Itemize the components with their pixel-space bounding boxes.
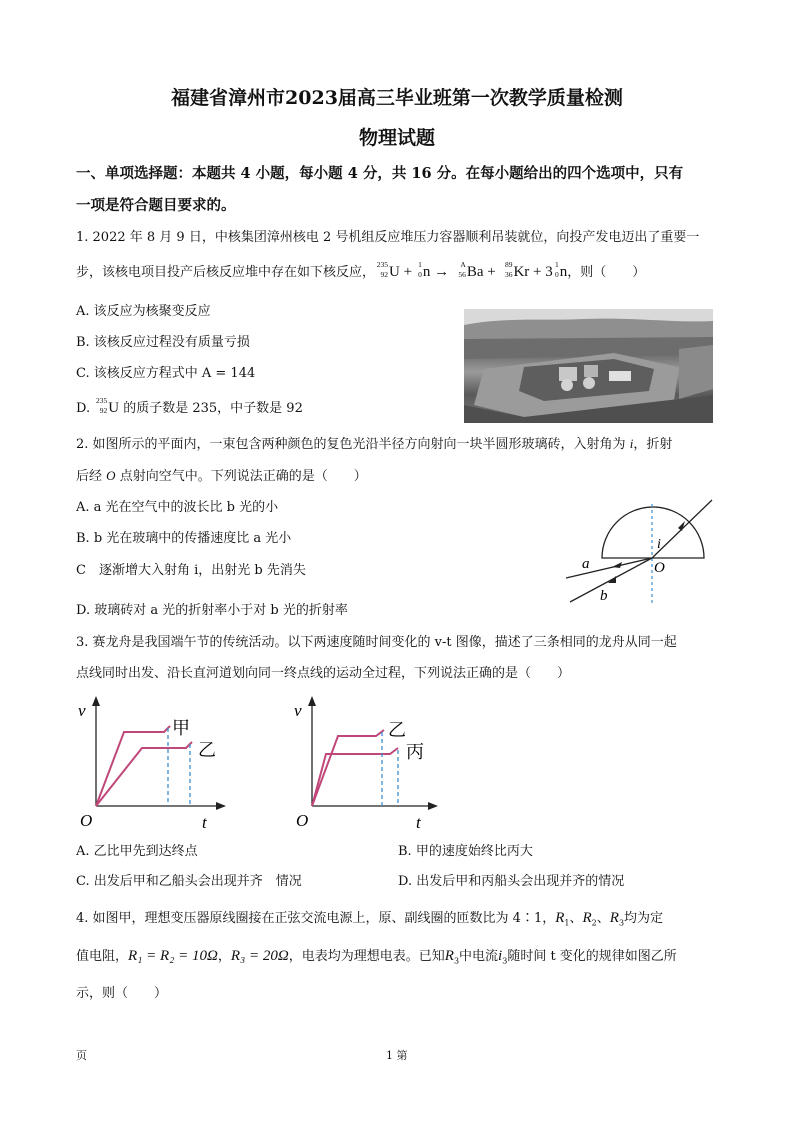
- page-subtitle: 物理试题: [358, 127, 435, 149]
- q1-option-a: A. 该反应为核聚变反应: [76, 304, 211, 319]
- q2-option-b: B. b 光在玻璃中的传播速度比 a 光小: [76, 531, 292, 546]
- label-o: O: [654, 560, 665, 576]
- q1-stem-line2-text: 步，该核电项目投产后核反应堆中存在如下核反应，: [76, 265, 376, 280]
- q2-option-d: D. 玻璃砖对 a 光的折射率小于对 b 光的折射率: [76, 603, 348, 618]
- label-b: b: [600, 588, 608, 604]
- page-title: 福建省漳州市2023届高三毕业班第一次教学质量检测: [171, 87, 623, 109]
- q3-stem-line1: 3. 赛龙舟是我国端午节的传统活动。以下两速度随时间变化的 v-t 图像，描述了三条相同的龙舟从同一起: [76, 635, 677, 650]
- q4-stem-line2: 值电阻，R₁ = R₂ = 10Ω，R₃ = 20Ω，电表均为理想电表。已知$R_3$中电流$i_3$随时间 t 变化的规律如图乙所: [76, 948, 677, 966]
- v-axis-arrow-icon: [308, 696, 316, 706]
- series-label-yi: 乙: [388, 720, 406, 741]
- nuclear-plant-photo: [464, 309, 713, 423]
- q2-glass-figure: [560, 496, 730, 608]
- origin-label: O: [80, 811, 93, 830]
- q2-option-a: A. a 光在空气中的波长比 b 光的小: [76, 500, 279, 515]
- n-nuclide-index: 1 0: [418, 260, 422, 279]
- q2-stem-line2: 后经 O 点射向空气中。下列说法正确的是（ ）: [76, 468, 367, 484]
- q1-stem-line2: [76, 262, 645, 283]
- nuclear-plant-photo-art: [464, 309, 713, 423]
- t-axis-arrow-icon: [216, 802, 226, 810]
- q1-stem-line1: 1. 2022 年 8 月 9 日，中核集团漳州核电 2 号机组反应堆压力容器顺利吊装就位，向投产发电迈出了重要一: [76, 230, 700, 245]
- label-i: i: [657, 537, 661, 552]
- u-nuclide-index: 235 92: [376, 260, 389, 279]
- curve-yi: [96, 742, 192, 806]
- q2-option-c: C 逐渐增大入射角 i，出射光 b 先消失: [76, 563, 306, 578]
- nuclear-equation: 235 92 U + 1 0 n → A 56 Ba + 89 36 Kr + 3 1 0 n: [376, 260, 568, 280]
- ray-a: [566, 558, 652, 578]
- label-a: a: [582, 556, 590, 572]
- v-label: v: [294, 701, 302, 720]
- section-header-line1: 一、单项选择题：本题共 4 小题，每小题 4 分，共 16 分。在每小题给出的四个选项中，只有: [76, 165, 684, 182]
- curve-jia: [96, 726, 170, 806]
- v-label: v: [78, 701, 86, 720]
- q3-vt-graph-1: [74, 694, 234, 834]
- ray-b-arrow-icon: [608, 576, 616, 583]
- q3-option-d: D. 出发后甲和丙船头会出现并齐的情况: [398, 874, 625, 889]
- ba-nuclide-index: A 56: [458, 260, 466, 279]
- q2-stem-line1: 2. 如图所示的平面内，一束包含两种颜色的复色光沿半径方向射向一块半圆形玻璃砖，入射角为 i，折射: [76, 436, 673, 452]
- footer-left: 页: [76, 1049, 87, 1062]
- q4-stem-line3: 示，则（ ）: [76, 986, 168, 1001]
- t-label: t: [416, 813, 421, 832]
- origin-label: O: [296, 811, 309, 830]
- n-nuclide-index-2: 1 0: [555, 260, 559, 279]
- q3-option-c: C. 出发后甲和乙船头会出现并齐 情况: [76, 874, 302, 889]
- t-axis-arrow-icon: [428, 802, 438, 810]
- q1-option-b: B. 该核反应过程没有质量亏损: [76, 335, 250, 350]
- kr-nuclide-index: 89 36: [504, 260, 513, 279]
- q3-stem-line2: 点线同时出发、沿长直河道划向同一终点线的运动全过程，下列说法正确的是（ ）: [76, 666, 571, 681]
- q4-stem-line1: 4. 如图甲，理想变压器原线圈接在正弦交流电源上，原、副线圈的匝数比为 4∶1，$R_1$、$R_2$、$R_3$均为定: [76, 910, 664, 928]
- page-number: 1 第: [386, 1049, 408, 1062]
- curve-bing: [312, 748, 398, 806]
- semicircle-glass-brick: [602, 507, 704, 558]
- series-label-bing: 丙: [406, 742, 424, 763]
- q3-option-a: A. 乙比甲先到达终点: [76, 844, 198, 859]
- incident-arrow-icon: [678, 521, 685, 531]
- ray-a-arrow-icon: [612, 562, 622, 568]
- v-axis-arrow-icon: [92, 696, 100, 706]
- q1-stem-line2-end: ，则（ ）: [567, 265, 646, 280]
- q3-option-b: B. 甲的速度始终比丙大: [398, 844, 533, 859]
- q1-option-d: D. 235 92 U 的质子数是 235，中子数是 92: [76, 396, 303, 416]
- q3-vt-graph-2: [294, 694, 454, 834]
- t-label: t: [202, 813, 207, 832]
- u-nuclide-index-d: 235 92: [95, 396, 108, 415]
- series-label-jia: 甲: [172, 718, 190, 739]
- section-header-line2: 一项是符合题目要求的。: [76, 197, 236, 214]
- series-label-yi: 乙: [198, 740, 216, 761]
- q1-option-c: C. 该核反应方程式中 A = 144: [76, 366, 256, 381]
